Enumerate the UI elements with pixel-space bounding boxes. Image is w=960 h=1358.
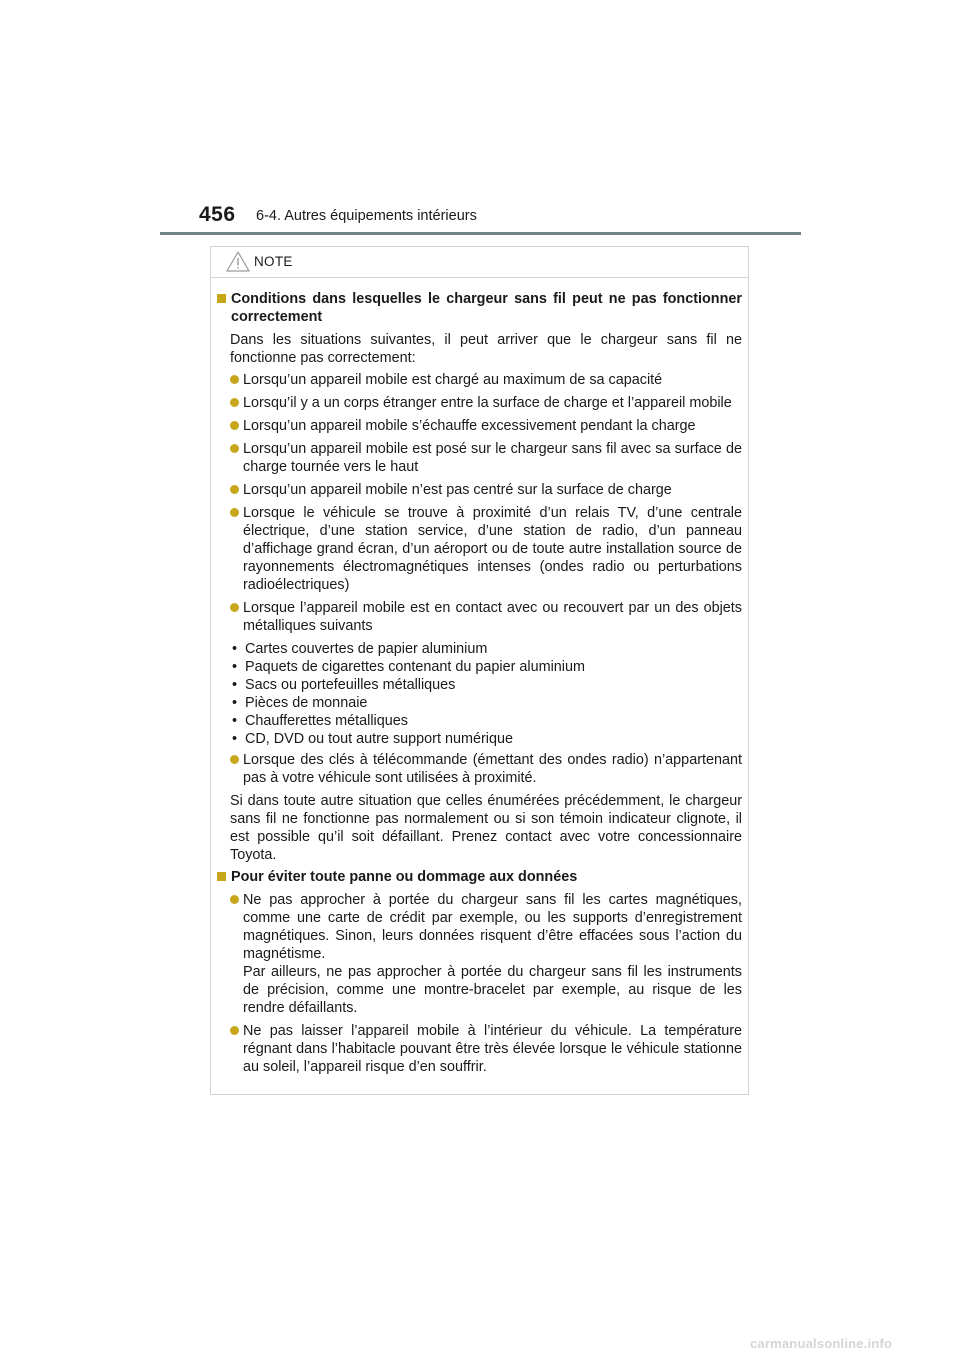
round-bullet-icon [230, 755, 239, 764]
list-item [230, 394, 742, 412]
section-heading [215, 868, 742, 886]
list-item [230, 1022, 742, 1076]
intro-paragraph: Dans les situations suivantes, il peut arriver que le chargeur sans fil ne fonctionne pas correctement: [230, 332, 742, 366]
dash-bullet: • [232, 641, 238, 657]
section-heading-text: Conditions dans lesquelles le chargeur sans fil peut ne pas fonctionner correctement [231, 291, 742, 325]
list-item [230, 417, 742, 435]
list-item-text: Lorsque le véhicule se trouve à proximité d’un relais TV, d’une centrale électrique, d’une station service, d’une station de radio, d’un panneau d’affichage grand écran, d’un aéroport ou de toute autre installation source de rayonnements électromagnétiques intenses (ondes radio ou perturbations radioélectriques) [243, 505, 742, 593]
round-bullet-icon [230, 421, 239, 430]
dash-bullet: • [232, 731, 238, 747]
list-item-text: Ne pas approcher à portée du chargeur sans fil les cartes magnétiques, comme une carte de crédit par exemple, ou les supports d’enregistrement magnétiques. Sinon, leurs données risquent d’être effacées sous l’action du magnétisme. Par ailleurs, ne pas approcher à portée du chargeur sans fil les instruments de précision, comme une montre-bracelet par exemple, au risque de les rendre défaillants. [243, 892, 742, 1016]
page-number: 456 [199, 203, 236, 226]
dash-bullet: • [232, 659, 238, 675]
section-heading-text: Pour éviter toute panne ou dommage aux données [231, 869, 578, 885]
list-item-text: Ne pas laisser l’appareil mobile à l’intérieur du véhicule. La température régnant dans l’habitacle pouvant être très élevée lorsque le véhicule stationne au soleil, l’appareil risque d’en souffrir. [243, 1023, 742, 1075]
dash-item-text: Chaufferettes métalliques [245, 713, 408, 729]
note-body [211, 278, 748, 1076]
dash-item [230, 658, 742, 676]
dash-item [230, 730, 742, 748]
dash-item [230, 712, 742, 730]
note-label: NOTE [254, 254, 293, 269]
section-heading [215, 290, 742, 326]
round-bullet-icon [230, 1026, 239, 1035]
list-item [230, 504, 742, 594]
dash-item [230, 640, 742, 658]
warning-triangle-icon [226, 251, 250, 272]
dash-item-text: Cartes couvertes de papier aluminium [245, 641, 488, 657]
dash-list [230, 640, 742, 748]
dash-item-text: Pièces de monnaie [245, 695, 368, 711]
closing-paragraph: Si dans toute autre situation que celles énumérées précédemment, le chargeur sans fil ne fonctionne pas normalement ou si son témoin indicateur clignote, il est possible qu’il soit défaillant. Prenez contact avec votre concessionnaire Toyota. [230, 793, 742, 863]
list-item-text: Lorsque des clés à télécommande (émettant des ondes radio) n’appartenant pas à votre véhicule sont utilisées à proximité. [243, 752, 742, 786]
square-bullet-icon [217, 872, 226, 881]
list-item [230, 599, 742, 635]
list-item [230, 440, 742, 476]
round-bullet-icon [230, 375, 239, 384]
dash-item [230, 694, 742, 712]
dash-bullet: • [232, 677, 238, 693]
round-bullet-icon [230, 895, 239, 904]
list-item-text: Lorsqu’un appareil mobile est posé sur le chargeur sans fil avec sa surface de charge tournée vers le haut [243, 441, 742, 475]
round-bullet-icon [230, 485, 239, 494]
round-bullet-icon [230, 603, 239, 612]
list-item-text: Lorsqu’il y a un corps étranger entre la surface de charge et l’appareil mobile [243, 395, 732, 411]
square-bullet-icon [217, 294, 226, 303]
list-item [230, 891, 742, 1017]
round-bullet-icon [230, 444, 239, 453]
section-title: 6-4. Autres équipements intérieurs [256, 208, 477, 224]
dash-item [230, 676, 742, 694]
watermark: carmanualsonline.info [750, 1336, 893, 1351]
list-item-text: Lorsque l’appareil mobile est en contact avec ou recouvert par un des objets métalliques suivants [243, 600, 742, 634]
round-bullet-icon [230, 508, 239, 517]
dash-bullet: • [232, 695, 238, 711]
dash-item-text: CD, DVD ou tout autre support numérique [245, 731, 513, 747]
note-header [211, 247, 748, 278]
dash-item-text: Sacs ou portefeuilles métalliques [245, 677, 456, 693]
list-item [230, 481, 742, 499]
dash-bullet: • [232, 713, 238, 729]
list-item-text: Lorsqu’un appareil mobile s’échauffe excessivement pendant la charge [243, 418, 696, 434]
list-item-text: Lorsqu’un appareil mobile est chargé au maximum de sa capacité [243, 372, 663, 388]
dash-item-text: Paquets de cigarettes contenant du papier aluminium [245, 659, 585, 675]
round-bullet-icon [230, 398, 239, 407]
list-item [230, 371, 742, 389]
page-header [0, 0, 960, 240]
note-box [210, 246, 749, 1095]
list-item-text: Lorsqu’un appareil mobile n’est pas centré sur la surface de charge [243, 482, 672, 498]
list-item [230, 751, 742, 787]
header-divider [160, 232, 801, 235]
